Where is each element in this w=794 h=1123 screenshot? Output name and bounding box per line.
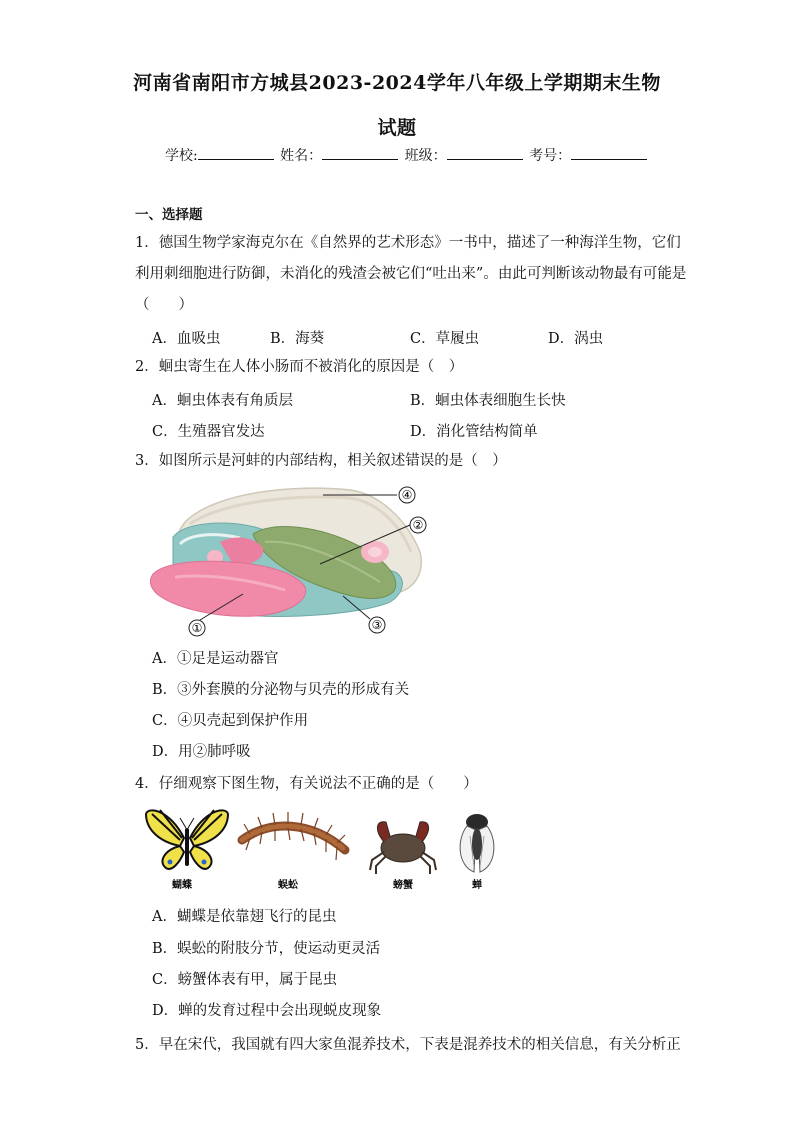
- name-blank[interactable]: [322, 145, 398, 160]
- q3-option-c[interactable]: C．④贝壳起到保护作用: [152, 713, 309, 729]
- label-2: [410, 517, 426, 533]
- cicada-caption: 蝉: [472, 880, 482, 891]
- q4-option-b[interactable]: B．蜈蚣的附肢分节，使运动更灵活: [152, 941, 381, 957]
- centipede-image: [242, 812, 345, 860]
- crab-image: [370, 822, 436, 874]
- school-label: 学校:: [165, 148, 198, 164]
- butterfly-image: [146, 810, 228, 869]
- student-info-row: [165, 145, 649, 165]
- school-blank[interactable]: [198, 145, 274, 160]
- q2-option-a[interactable]: A．蛔虫体表有角质层: [152, 393, 293, 409]
- label-2-text: ②: [412, 518, 424, 532]
- exam-title-line2: 试题: [377, 117, 417, 139]
- q3-option-d[interactable]: D．用②肺呼吸: [152, 744, 251, 760]
- section-heading: 一、选择题: [135, 207, 203, 223]
- crab-caption: 螃蟹: [393, 880, 413, 891]
- label-4-text: ④: [401, 488, 413, 502]
- q1-option-a[interactable]: A．血吸虫: [152, 331, 221, 347]
- label-3: [369, 617, 385, 633]
- q3-option-b[interactable]: B．③外套膜的分泌物与贝壳的形成有关: [152, 682, 410, 698]
- class-label: 班级：: [404, 148, 447, 164]
- exam-title-line1: 河南省南阳市方城县2023-2024学年八年级上学期期末生物: [133, 72, 661, 94]
- q5-stem: 5．早在宋代，我国就有四大家鱼混养技术，下表是混养技术的相关信息，有关分析正: [135, 1037, 681, 1053]
- q3-option-a[interactable]: A．①足是运动器官: [152, 651, 279, 667]
- label-3-text: ③: [371, 618, 383, 632]
- class-blank[interactable]: [447, 145, 523, 160]
- q1-line3: （ ）: [135, 297, 193, 313]
- q2-stem: 2．蛔虫寄生在人体小肠而不被消化的原因是（ ）: [135, 359, 464, 375]
- label-1-text: ①: [191, 621, 203, 635]
- label-1: [189, 620, 205, 636]
- animals-figure: [140, 800, 510, 900]
- q1-option-c[interactable]: C．草履虫: [410, 331, 480, 347]
- exam-number-label: 考号：: [529, 148, 572, 164]
- q2-option-c[interactable]: C．生殖器官发达: [152, 424, 265, 440]
- q1-option-d[interactable]: D．涡虫: [548, 331, 604, 347]
- q2-option-d[interactable]: D．消化管结构简单: [410, 424, 538, 440]
- q1-option-b[interactable]: B．海葵: [270, 331, 325, 347]
- butterfly-caption: 蝴蝶: [172, 880, 192, 891]
- cicada-image: [460, 814, 494, 872]
- centipede-caption: 蜈蚣: [278, 880, 298, 891]
- mussel-anatomy-figure: [145, 482, 435, 642]
- q1-line2: 利用刺细胞进行防御，未消化的残渣会被它们“吐出来”。由此可判断该动物最有可能是: [135, 266, 687, 282]
- q4-option-a[interactable]: A．蝴蝶是依靠翅飞行的昆虫: [152, 909, 337, 925]
- label-4: [399, 487, 415, 503]
- exam-number-blank[interactable]: [571, 145, 647, 160]
- q4-stem: 4．仔细观察下图生物，有关说法不正确的是（ ）: [135, 776, 478, 792]
- q1-line1: 1．德国生物学家海克尔在《自然界的艺术形态》一书中，描述了一种海洋生物，它们: [135, 235, 681, 251]
- q4-option-d[interactable]: D．蝉的发育过程中会出现蜕皮现象: [152, 1003, 382, 1019]
- q2-option-b[interactable]: B．蛔虫体表细胞生长快: [410, 393, 566, 409]
- name-label: 姓名：: [280, 148, 323, 164]
- q3-stem: 3．如图所示是河蚌的内部结构，相关叙述错误的是（ ）: [135, 453, 507, 469]
- q4-option-c[interactable]: C．螃蟹体表有甲，属于昆虫: [152, 972, 338, 988]
